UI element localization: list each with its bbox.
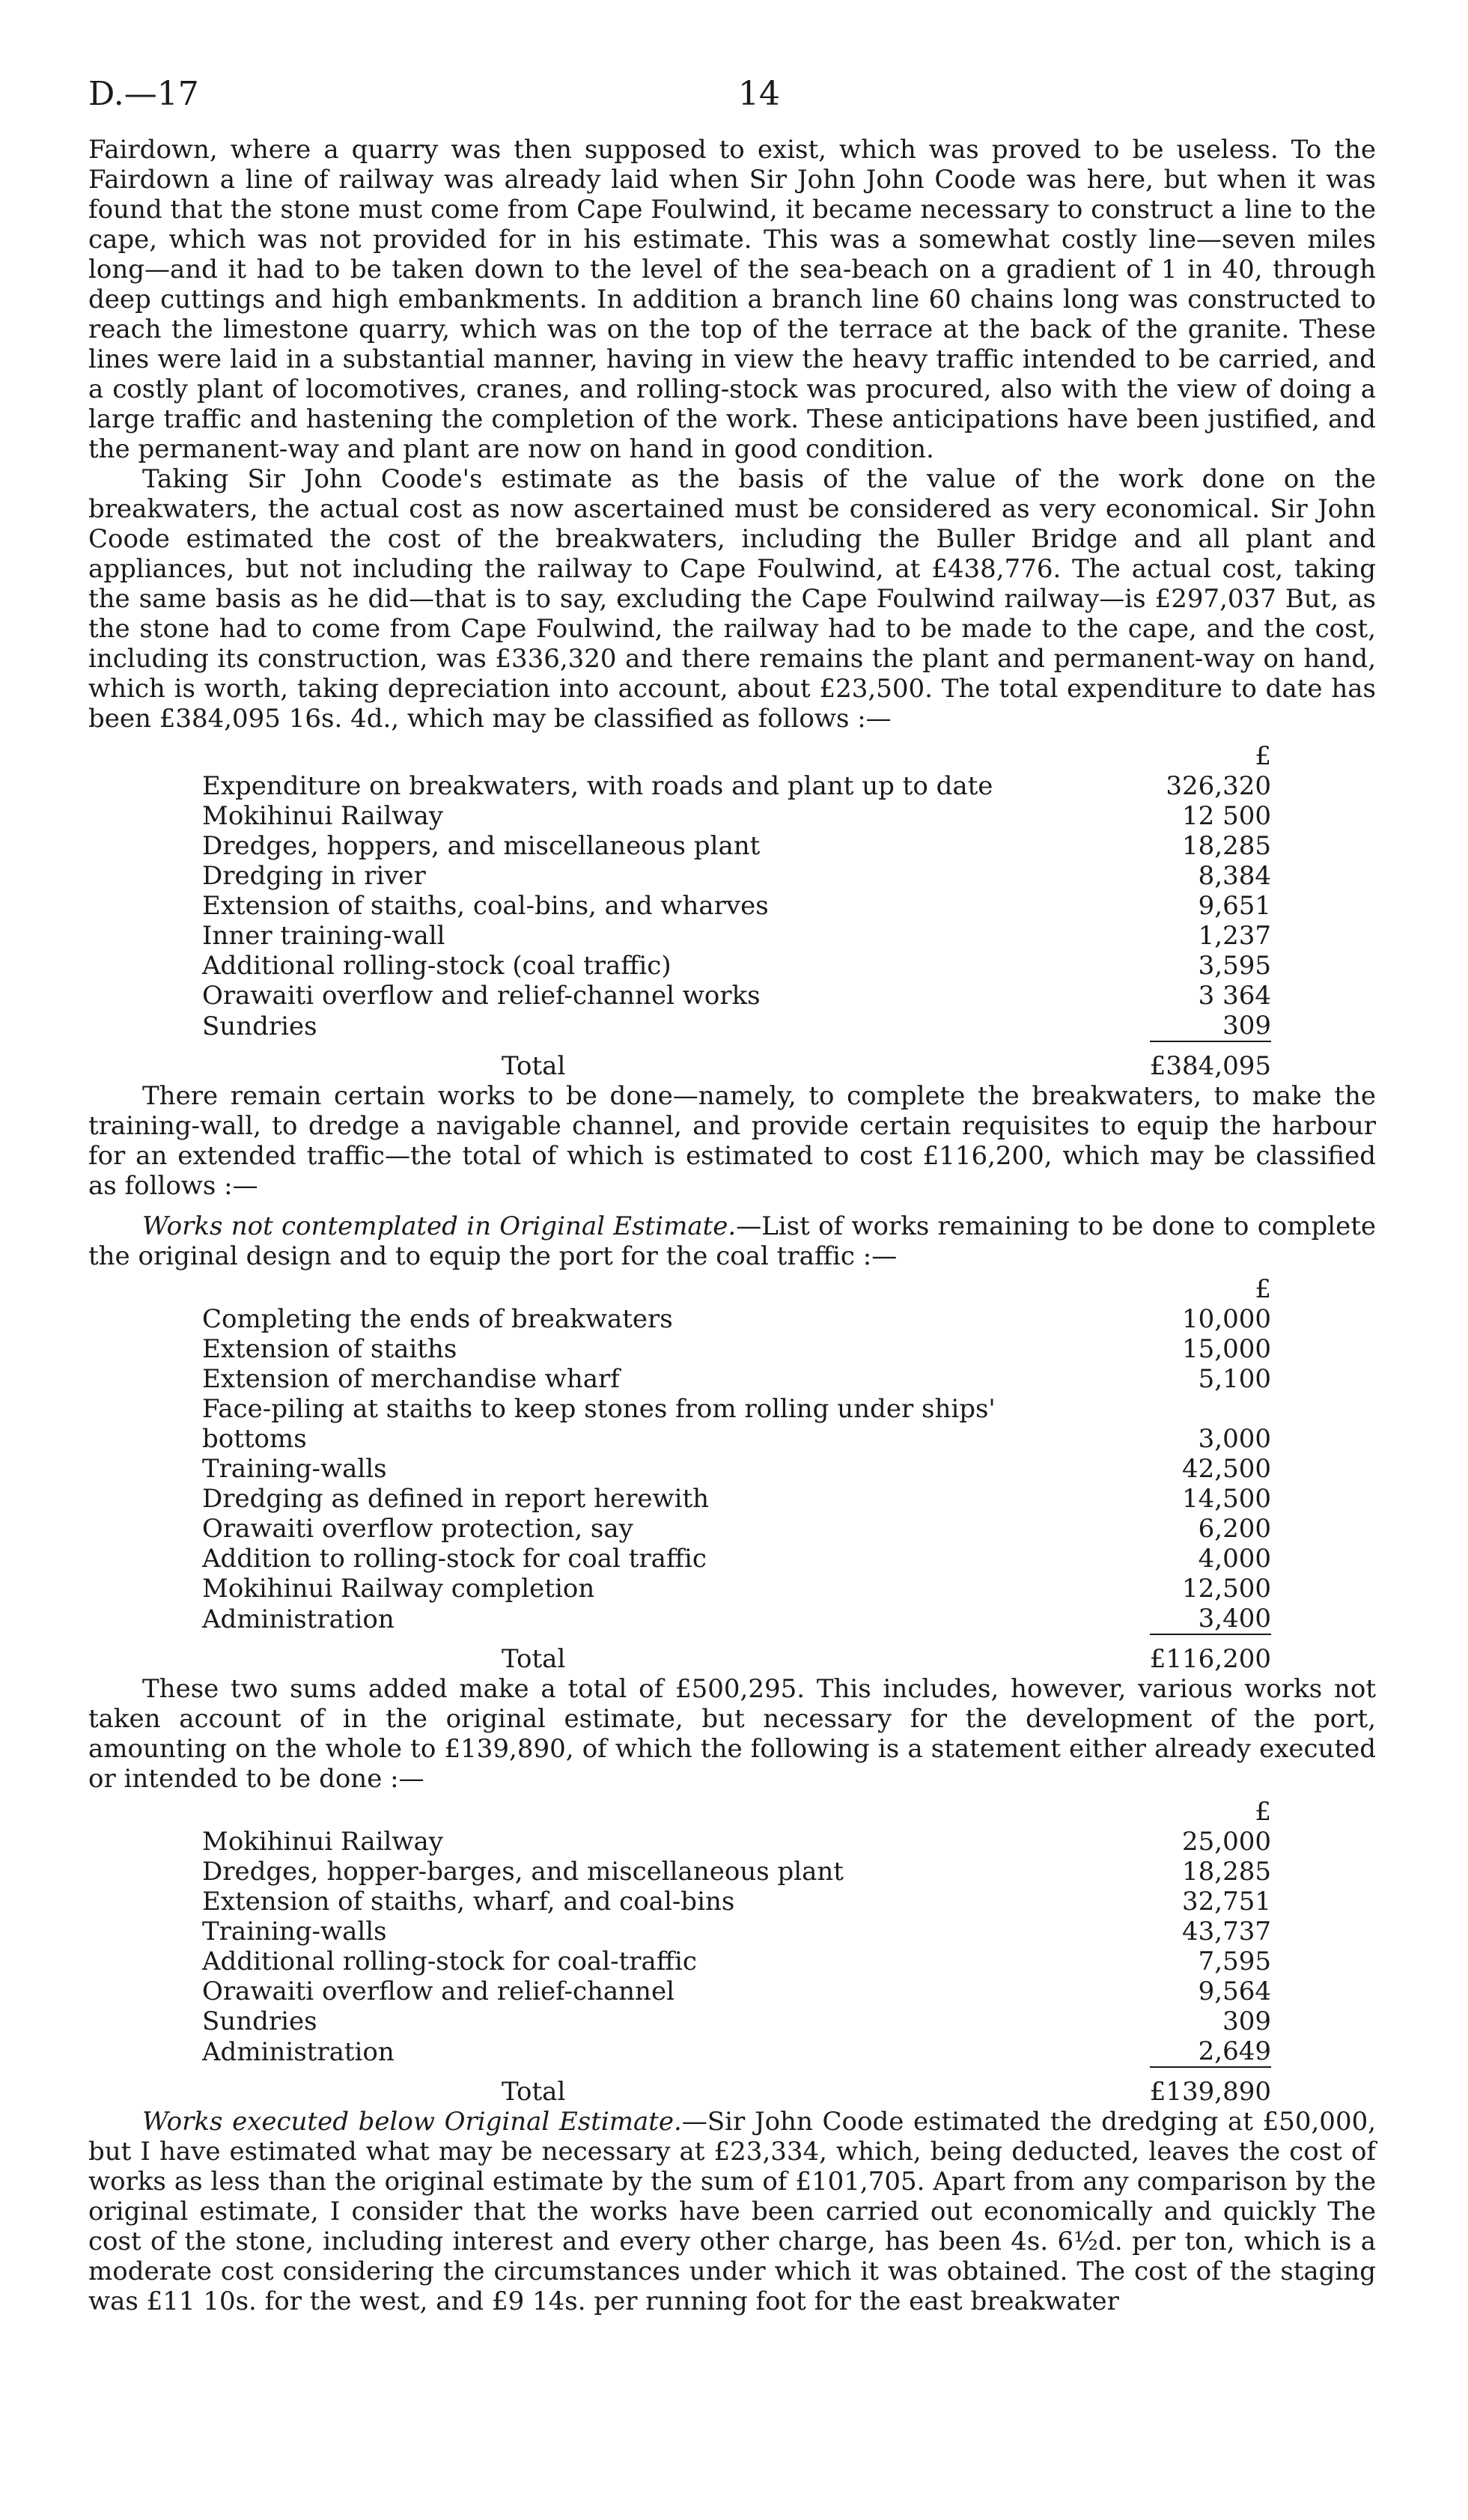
table-total-row: Total £116,200 <box>202 1634 1271 1674</box>
paragraph-two-sums: These two sums added make a total of £500,295. This includes, however, various works not taken account of in the original estimate, but necessary for the development of the port, amounting on the whole to £139,890, of which the following is a statement either already executed or intended to be done :— <box>88 1674 1376 1794</box>
table-row: Training-walls 43,737 <box>202 1917 1271 1947</box>
table-row: Expenditure on breakwaters, with roads and plant up to date 326,320 <box>202 771 1271 801</box>
table-row: Mokihinui Railway 25,000 <box>202 1827 1271 1857</box>
table-row: Training-walls 42,500 <box>202 1454 1271 1484</box>
table-row: Mokihinui Railway 12 500 <box>202 801 1271 831</box>
document-reference: D.—17 <box>88 75 199 113</box>
table-total: £384,095 <box>1150 1041 1271 1081</box>
table-row: Administration 2,649 <box>202 2036 1271 2067</box>
table-total-row: Total £139,890 <box>202 2067 1271 2107</box>
table-row: Inner training-wall 1,237 <box>202 921 1271 951</box>
table-row: Orawaiti overflow and relief-channel works 3 364 <box>202 981 1271 1011</box>
paragraph-coode-estimate: Taking Sir John Coode's estimate as the basis of the value of the work done on the breakwaters, the actual cost as now ascertained must be considered as very economical. Sir John Coode estimated the cost of the breakwaters, including the Buller Bridge and all plant and appliances, but not including the railway to Cape Foulwind, at £438,776. The actual cost, taking the same basis as he did—that is to say, excluding the Cape Foulwind railway—is £297,037 But, as the stone had to come from Cape Foulwind, the railway had to be made to the cape, and the cost, including its construction, was £336,320 and there remains the plant and permanent-way on hand, which is worth, taking depreciation into account, about £23,500. The total expenditure to date has been £384,095 16s. 4d., which may be classified as follows :— <box>88 464 1376 734</box>
table-row: Sundries 309 <box>202 1011 1271 1041</box>
paragraph-works-below-estimate: Works executed below Original Estimate.—Sir John Coode estimated the dredging at £50,000, but I have estimated what may be necessary at £23,334, which, being deducted, leaves the cost of works as less than the original estimate by the sum of £101,705. Apart from any comparison by the original estimate, I consider that the works have been carried out economically and quickly The cost of the stone, including interest and every other charge, has been 4s. 6½d. per ton, which is a moderate cost considering the circumstances under which it was obtained. The cost of the staging was £11 10s. for the west, and £9 14s. per running foot for the east breakwater <box>88 2107 1377 2316</box>
document-page <box>88 67 1376 2316</box>
currency-unit: £ <box>1255 1797 1271 1827</box>
paragraph-remaining-works: There remain certain works to be done—namely, to complete the breakwaters, to make the training-wall, to dredge a navigable channel, and provide certain requisites to equip the harbour for an extended traffic—the total of which is estimated to cost £116,200, which may be classified as follows :— <box>88 1081 1376 1201</box>
table-row: Dredges, hoppers, and miscellaneous plant 18,285 <box>202 831 1271 861</box>
remaining-works-table <box>202 1271 1271 1674</box>
page-header <box>88 67 1376 135</box>
table-row: Extension of staiths, wharf, and coal-bins 32,751 <box>202 1887 1271 1917</box>
table-total: £139,890 <box>1150 2067 1271 2107</box>
table-row: Face-piling at staiths to keep stones from rolling under ships' bottoms 3,000 <box>202 1394 1271 1454</box>
paragraph-works-not-contemplated: Works not contemplated in Original Estimate.—List of works remaining to be done to complete the original design and to equip the port for the coal traffic :— <box>88 1211 1376 1271</box>
table-row: Additional rolling-stock (coal traffic) 3,595 <box>202 951 1271 981</box>
table-row: Extension of merchandise wharf 5,100 <box>202 1364 1271 1394</box>
section-title: Works not contemplated in Original Estimate. <box>142 1211 737 1241</box>
table-total-row: Total £384,095 <box>202 1041 1271 1081</box>
table-row: Sundries 309 <box>202 2006 1271 2036</box>
table-row: Orawaiti overflow protection, say 6,200 <box>202 1514 1271 1544</box>
table-row: Completing the ends of breakwaters 10,000 <box>202 1304 1271 1334</box>
expenditure-table <box>202 738 1271 1081</box>
additional-works-table <box>202 1794 1271 2107</box>
table-row: Mokihinui Railway completion 12,500 <box>202 1574 1271 1604</box>
table-row: Additional rolling-stock for coal-traffic 7,595 <box>202 1947 1271 1976</box>
table-row: Dredging as defined in report herewith 14,500 <box>202 1484 1271 1514</box>
paragraph-fairdown: Fairdown, where a quarry was then supposed to exist, which was proved to be useless. To the Fairdown a line of railway was already laid when Sir John John Coode was here, but when it was found that the stone must come from Cape Foulwind, it became necessary to construct a line to the cape, which was not provided for in his estimate. This was a somewhat costly line—seven miles long—and it had to be taken down to the level of the sea-beach on a gradient of 1 in 40, through deep cuttings and high embankments. In addition a branch line 60 chains long was constructed to reach the limestone quarry, which was on the top of the terrace at the back of the granite. These lines were laid in a substantial manner, having in view the heavy traffic intended to be carried, and a costly plant of locomotives, cranes, and rolling-stock was procured, also with the view of doing a large traffic and hastening the completion of the work. These anticipations have been justified, and the permanent-way and plant are now on hand in good condition. <box>88 135 1376 464</box>
currency-unit: £ <box>1255 741 1271 771</box>
table-row: Orawaiti overflow and relief-channel 9,564 <box>202 1976 1271 2006</box>
table-row: Dredging in river 8,384 <box>202 861 1271 891</box>
table-row: Dredges, hopper-barges, and miscellaneous plant 18,285 <box>202 1857 1271 1887</box>
table-row: Extension of staiths, coal-bins, and wharves 9,651 <box>202 891 1271 921</box>
table-total: £116,200 <box>1150 1634 1271 1674</box>
page-number: 14 <box>738 75 780 113</box>
table-row: Extension of staiths 15,000 <box>202 1334 1271 1364</box>
currency-unit: £ <box>1255 1274 1271 1304</box>
section-title: Works executed below Original Estimate. <box>142 2107 682 2137</box>
table-row: Addition to rolling-stock for coal traffic 4,000 <box>202 1544 1271 1574</box>
table-row: Administration 3,400 <box>202 1604 1271 1634</box>
